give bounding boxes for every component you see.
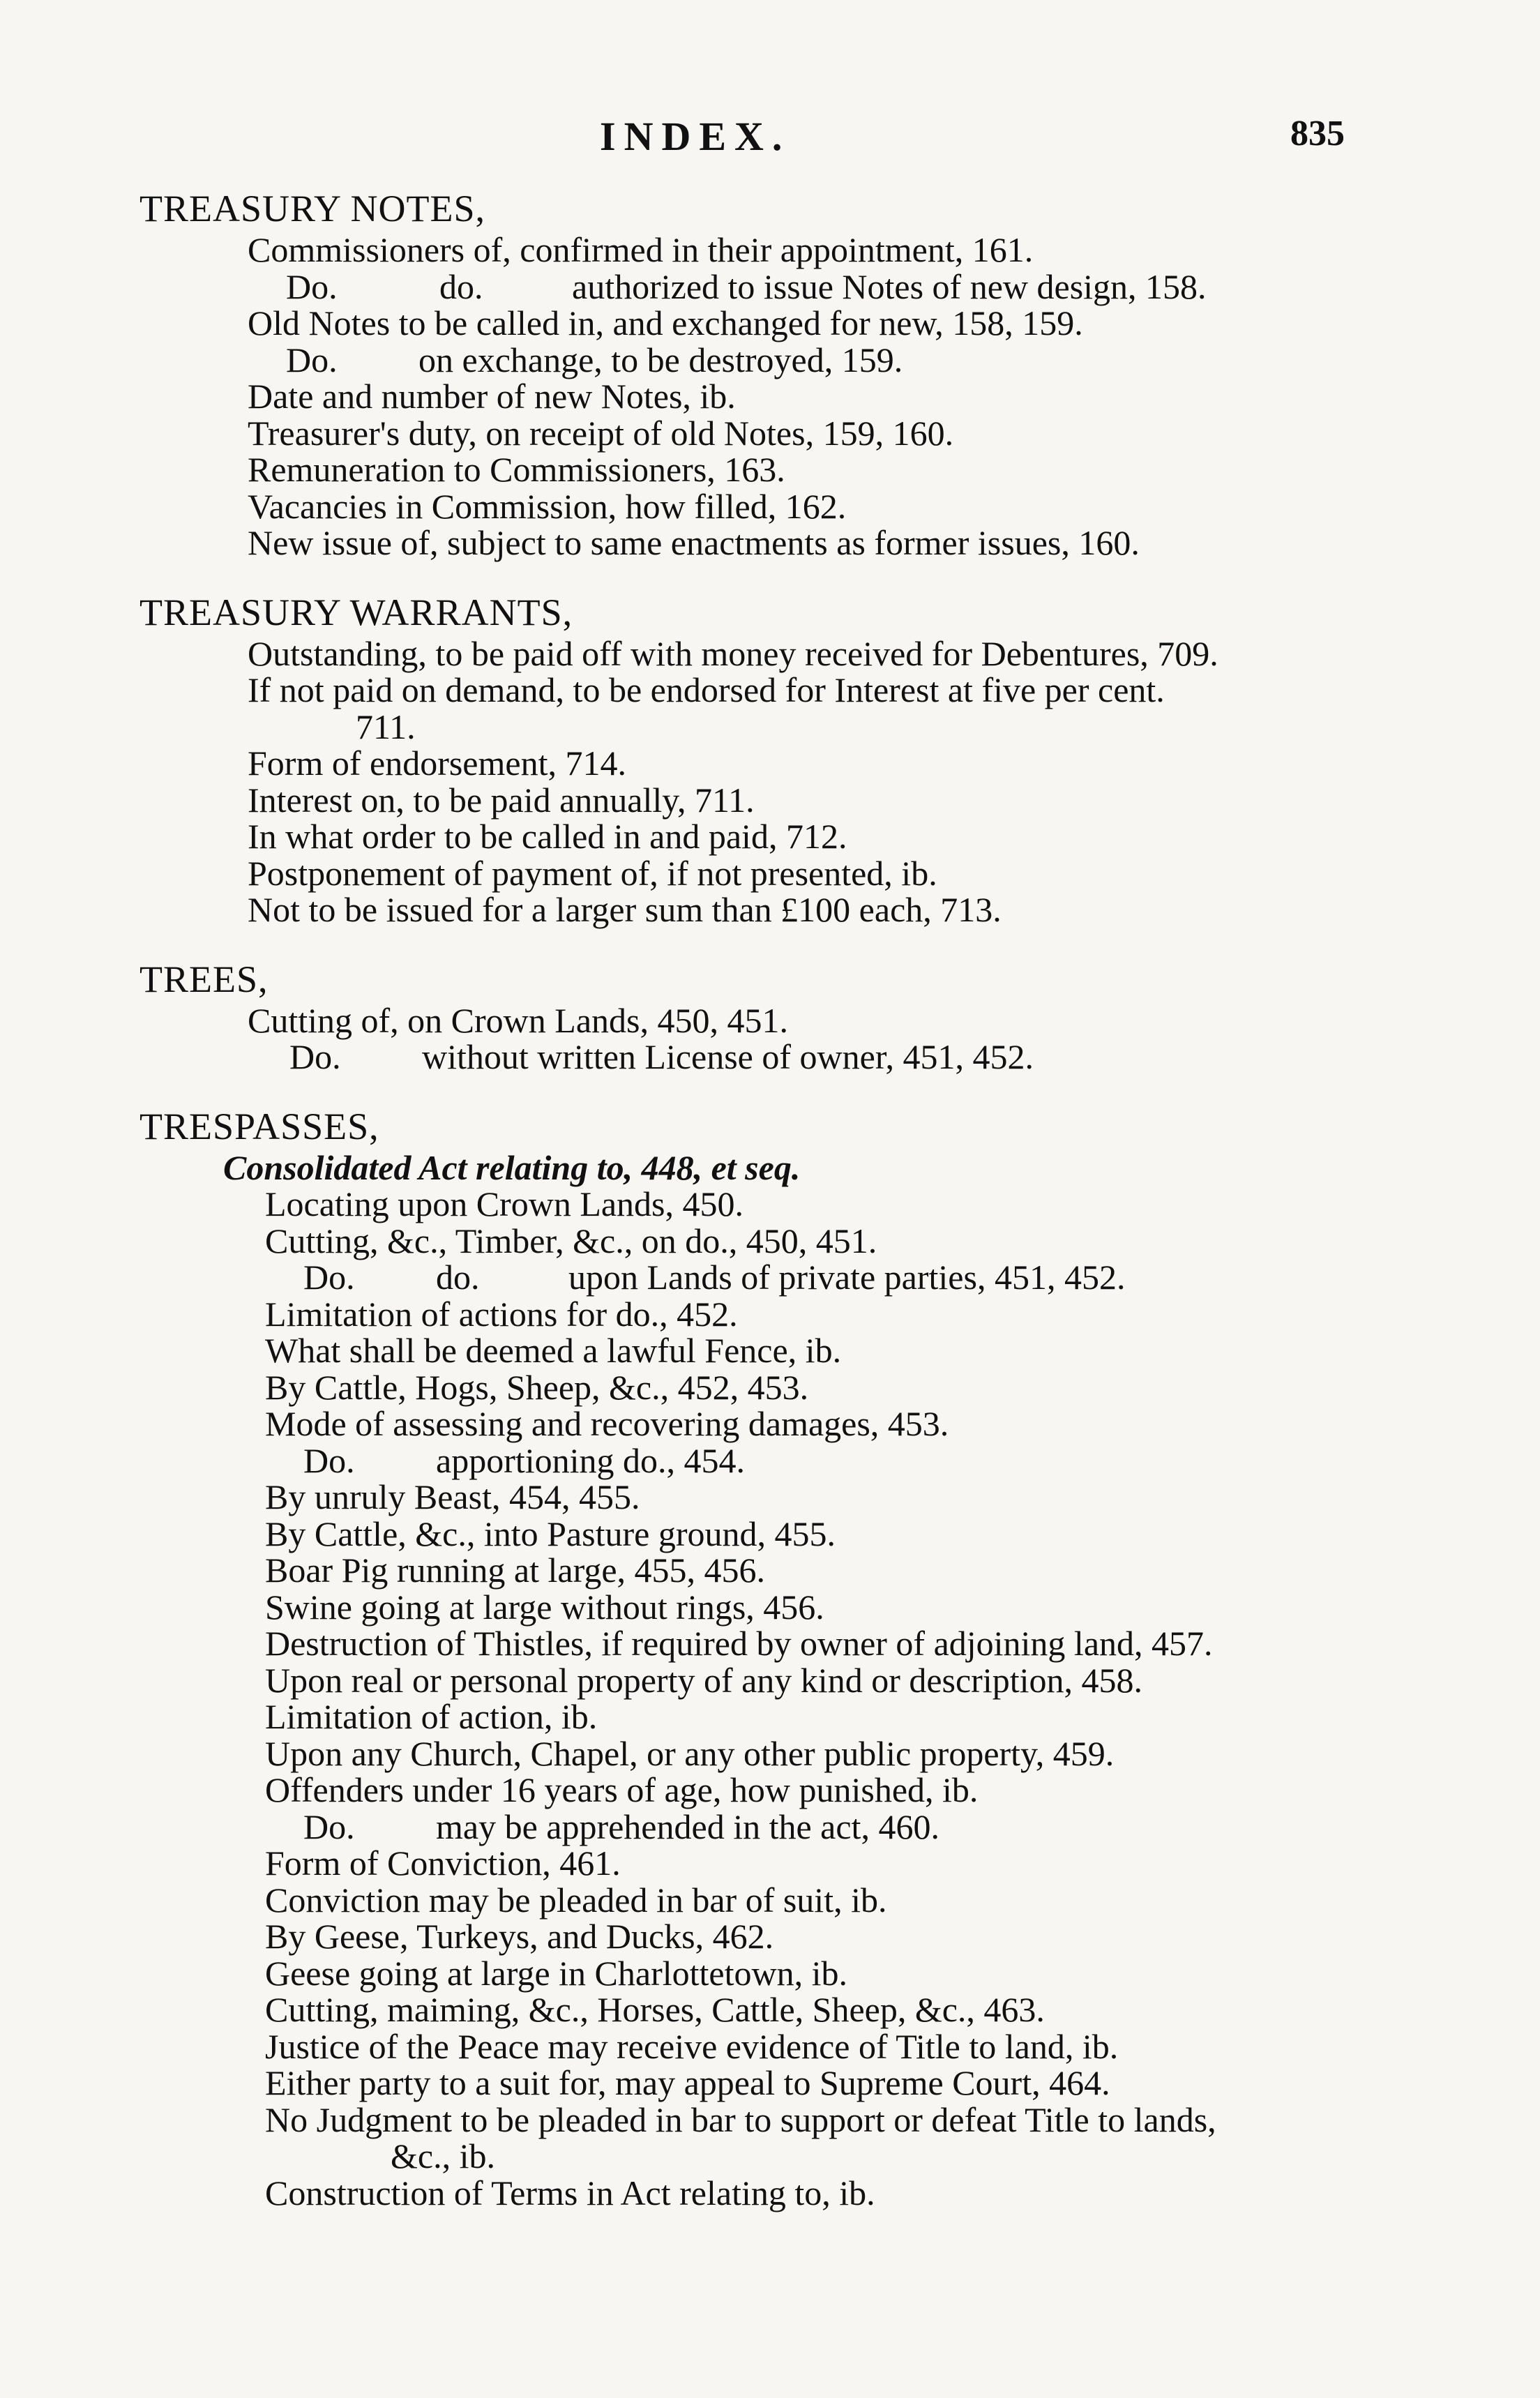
- section-heading: TRESPASSES,: [139, 1105, 379, 1147]
- index-entry: Geese going at large in Charlottetown, ib.: [265, 1953, 847, 1993]
- index-entry: [303, 1442, 1381, 1479]
- index-entry: Locating upon Crown Lands, 450.: [265, 1184, 744, 1223]
- index-entry: Old Notes to be called in, and exchanged for new, 158, 159.: [248, 303, 1083, 342]
- index-entry: Justice of the Peace may receive evidence of Title to land, ib.: [265, 2026, 1119, 2066]
- index-entry: Interest on, to be paid annually, 711.: [248, 780, 755, 820]
- index-entry-continuation: 711.: [356, 707, 416, 746]
- ditto-mark: Do.: [303, 1258, 355, 1297]
- entry-text: apportioning do., 454.: [436, 1440, 746, 1480]
- index-entry: By Cattle, Hogs, Sheep, &c., 452, 453.: [265, 1367, 809, 1407]
- index-content: [139, 188, 1381, 2242]
- index-entry: Treasurer's duty, on receipt of old Notes, 159, 160.: [248, 413, 954, 453]
- index-entry: Conviction may be pleaded in bar of suit, ib.: [265, 1880, 887, 1920]
- index-entry: [286, 342, 1381, 379]
- entry-text: may be apprehended in the act, 460.: [436, 1807, 939, 1846]
- entry-text: upon Lands of private parties, 451, 452.: [568, 1258, 1126, 1297]
- index-entry: Postponement of payment of, if not presented, ib.: [248, 853, 937, 893]
- section-treasury-warrants: [139, 592, 1381, 928]
- index-entry: By Cattle, &c., into Pasture ground, 455.: [265, 1514, 836, 1553]
- section-trees: [139, 959, 1381, 1076]
- index-entry-continuation: &c., ib.: [391, 2136, 495, 2175]
- index-entry: Upon real or personal property of any kind or description, 458.: [265, 1660, 1143, 1700]
- ditto-mark: Do.: [286, 266, 338, 306]
- index-entry: Limitation of actions for do., 452.: [265, 1294, 738, 1334]
- index-entry: Outstanding, to be paid off with money received for Debentures, 709.: [248, 633, 1218, 673]
- index-entry: Remuneration to Commissioners, 163.: [248, 450, 785, 489]
- section-heading: TREES,: [139, 958, 269, 1000]
- index-entry: Boar Pig running at large, 455, 456.: [265, 1551, 766, 1590]
- index-entry: If not paid on demand, to be endorsed for Interest at five per cent.: [248, 670, 1165, 709]
- index-entry: In what order to be called in and paid, 712.: [248, 817, 847, 856]
- index-entry: No Judgment to be pleaded in bar to support or defeat Title to lands,: [265, 2099, 1216, 2139]
- running-head: [0, 113, 1540, 169]
- index-entry: Upon any Church, Chapel, or any other public property, 459.: [265, 1733, 1115, 1773]
- index-entry: Construction of Terms in Act relating to, ib.: [265, 2173, 875, 2212]
- ditto-mark: Do.: [303, 1807, 355, 1846]
- ditto-mark: Do.: [303, 1440, 355, 1480]
- entry-text: authorized to issue Notes of new design, 158.: [572, 266, 1207, 306]
- index-entry: By unruly Beast, 454, 455.: [265, 1477, 640, 1516]
- ditto-mark: do.: [439, 266, 483, 306]
- index-entry: [289, 1039, 1381, 1076]
- index-entry: New issue of, subject to same enactments as former issues, 160.: [248, 523, 1140, 562]
- page-number: 835: [1290, 114, 1345, 153]
- section-heading: TREASURY NOTES,: [139, 188, 486, 229]
- index-entry: [303, 1259, 1381, 1296]
- section-treasury-notes: [139, 188, 1381, 561]
- index-entry: Date and number of new Notes, ib.: [248, 377, 736, 416]
- section-trespasses: [139, 1106, 1381, 2212]
- entry-text: without written License of owner, 451, 452.: [422, 1037, 1034, 1076]
- index-entry: Swine going at large without rings, 456.: [265, 1587, 824, 1627]
- index-entry: Cutting, &c., Timber, &c., on do., 450, 451.: [265, 1221, 877, 1260]
- entry-text: on exchange, to be destroyed, 159.: [418, 340, 903, 379]
- ditto-mark: Do.: [289, 1037, 341, 1076]
- section-heading: TREASURY WARRANTS,: [139, 591, 573, 633]
- index-entry: Either party to a suit for, may appeal to Supreme Court, 464.: [265, 2063, 1110, 2102]
- ditto-mark: do.: [436, 1258, 480, 1297]
- index-entry: Form of endorsement, 714.: [248, 744, 626, 783]
- index-entry: Form of Conviction, 461.: [265, 1843, 621, 1883]
- page-title: INDEX.: [600, 114, 791, 159]
- index-entry: Mode of assessing and recovering damages, 453.: [265, 1404, 949, 1443]
- index-entry: What shall be deemed a lawful Fence, ib.: [265, 1331, 842, 1370]
- index-entry: [286, 266, 1381, 306]
- index-entry: Consolidated Act relating to, 448, et seq.: [223, 1147, 801, 1187]
- index-entry: Commissioners of, confirmed in their appointment, 161.: [248, 230, 1034, 269]
- index-entry: Limitation of action, ib.: [265, 1697, 598, 1736]
- index-entry: [303, 1809, 1381, 1846]
- index-entry: By Geese, Turkeys, and Ducks, 462.: [265, 1917, 774, 1956]
- index-entry: Cutting, maiming, &c., Horses, Cattle, Sheep, &c., 463.: [265, 1990, 1045, 2029]
- index-entry: Destruction of Thistles, if required by owner of adjoining land, 457.: [265, 1624, 1213, 1663]
- index-entry: Vacancies in Commission, how filled, 162.: [248, 486, 847, 526]
- ditto-mark: Do.: [286, 340, 338, 379]
- index-entry: Not to be issued for a larger sum than £100 each, 713.: [248, 890, 1002, 929]
- index-entry: Offenders under 16 years of age, how punished, ib.: [265, 1770, 979, 1809]
- index-entry: Cutting of, on Crown Lands, 450, 451.: [248, 1000, 788, 1040]
